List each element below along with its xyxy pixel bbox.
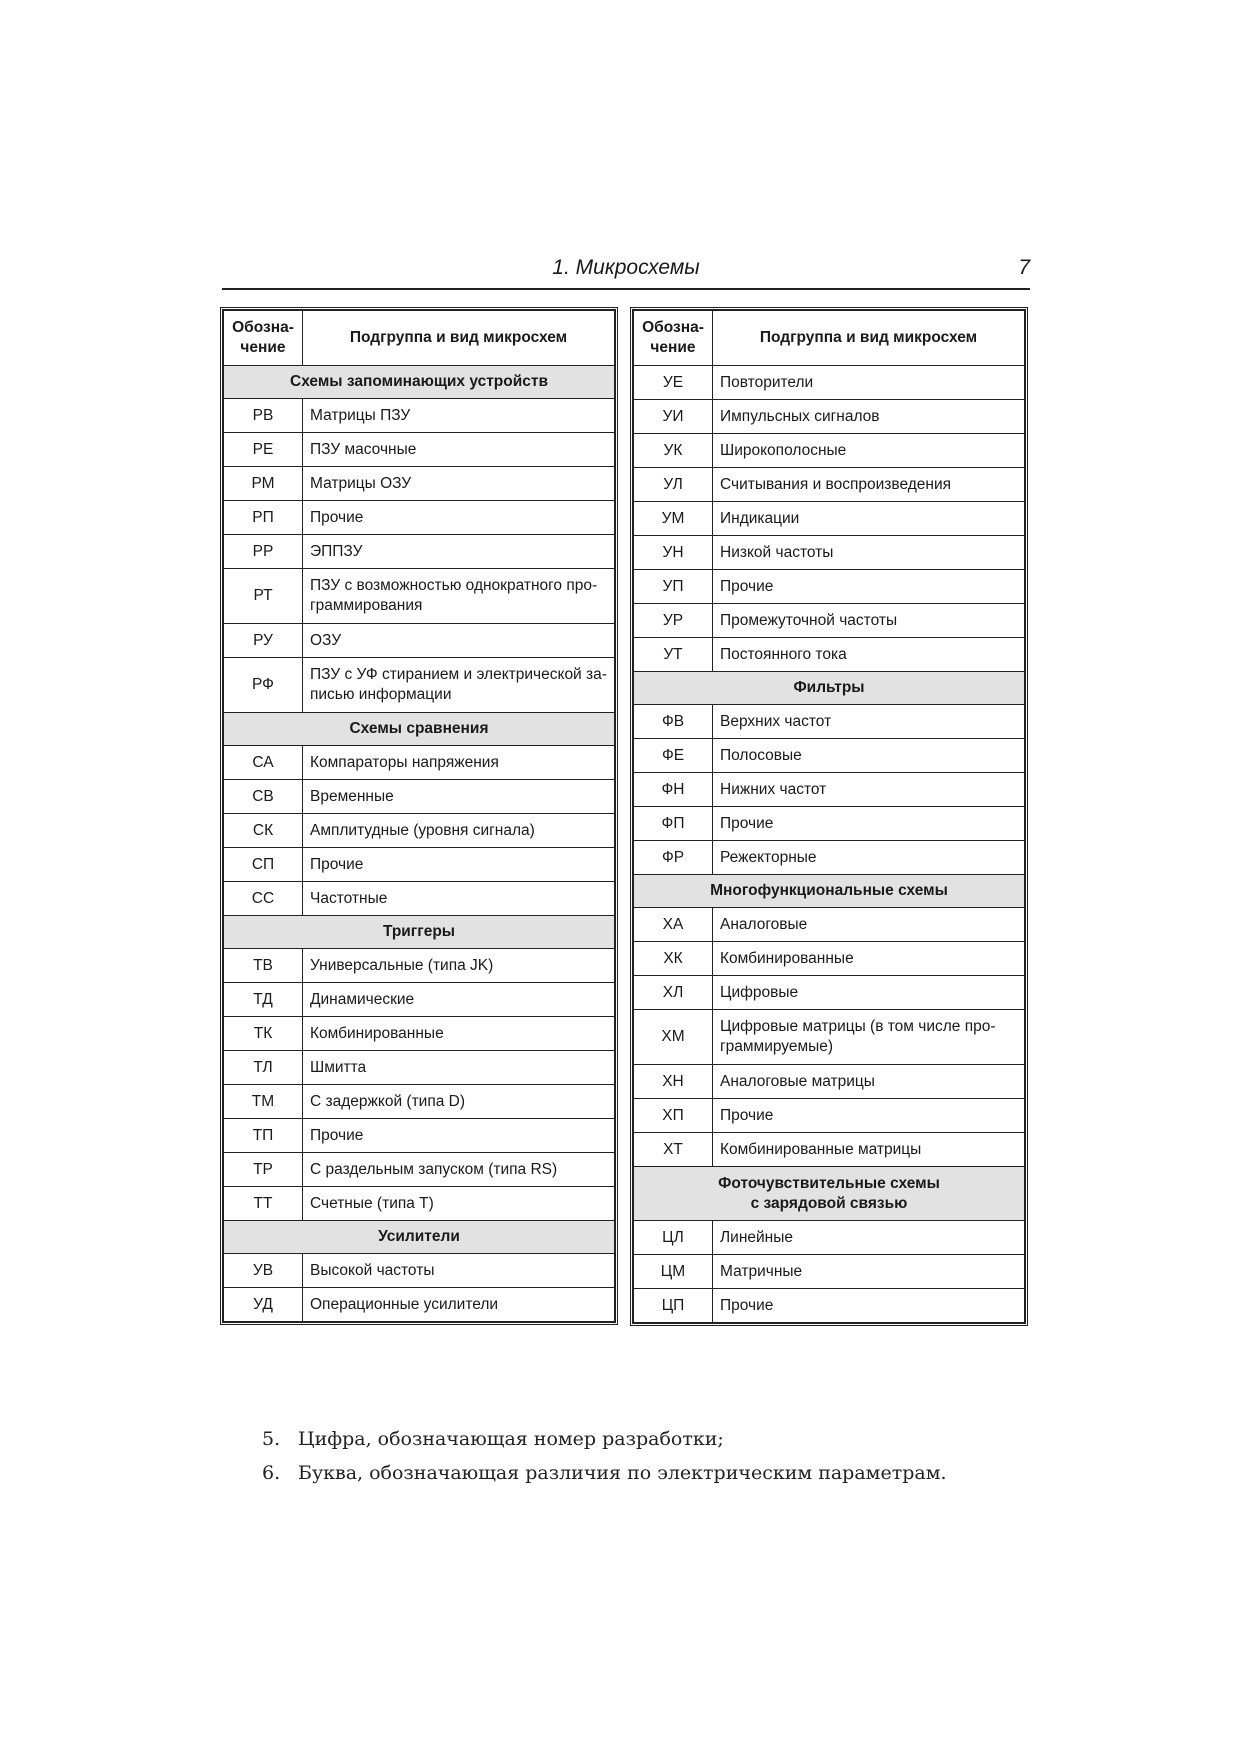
- table-row: [634, 1255, 1025, 1289]
- code-cell: УЕ: [634, 366, 713, 400]
- description-cell: С задержкой (типа D): [303, 1085, 615, 1119]
- description-cell: С раздельным запуском (типа RS): [303, 1153, 615, 1187]
- table-row: [634, 638, 1025, 672]
- section-row: [634, 672, 1025, 705]
- description-cell: Матрицы ПЗУ: [303, 399, 615, 433]
- table-row: [224, 746, 615, 780]
- table-row: [634, 1221, 1025, 1255]
- code-cell: УМ: [634, 502, 713, 536]
- description-cell: Широкополосные: [713, 434, 1025, 468]
- section-title: Усилители: [224, 1221, 615, 1254]
- section-row: [224, 366, 615, 399]
- description-cell: Прочие: [303, 501, 615, 535]
- code-cell: ТК: [224, 1017, 303, 1051]
- table-row: [634, 468, 1025, 502]
- numbered-list: [262, 1428, 947, 1496]
- code-cell: СК: [224, 814, 303, 848]
- section-title: Многофункциональные схемы: [634, 875, 1025, 908]
- table-row: [224, 569, 615, 624]
- table-row: [224, 501, 615, 535]
- column-header-code-text: Обозна- чение: [232, 319, 294, 356]
- description-cell: Режекторные: [713, 841, 1025, 875]
- description-cell: Считывания и воспроизведения: [713, 468, 1025, 502]
- code-cell: РП: [224, 501, 303, 535]
- table-row: [224, 949, 615, 983]
- table-row: [224, 848, 615, 882]
- left-table: [220, 307, 618, 1325]
- code-cell: ТЛ: [224, 1051, 303, 1085]
- description-cell: Цифровые: [713, 976, 1025, 1010]
- code-cell: ХК: [634, 942, 713, 976]
- table-row: [224, 535, 615, 569]
- description-cell: Импульсных сигналов: [713, 400, 1025, 434]
- code-cell: ХТ: [634, 1133, 713, 1167]
- description-cell: ПЗУ с возможностью однократного про- граммирования: [303, 569, 615, 624]
- code-cell: ХА: [634, 908, 713, 942]
- column-header-code: [224, 311, 303, 366]
- code-cell: УВ: [224, 1254, 303, 1288]
- section-row: [224, 916, 615, 949]
- description-cell: Аналоговые матрицы: [713, 1065, 1025, 1099]
- code-cell: РУ: [224, 624, 303, 658]
- column-header-code: [634, 311, 713, 366]
- list-item: [262, 1462, 947, 1496]
- column-header-desc: Подгруппа и вид микросхем: [303, 311, 615, 366]
- column-header-code-text: Обозна- чение: [642, 319, 704, 356]
- list-item-number: 6.: [262, 1462, 281, 1484]
- table-row: [634, 773, 1025, 807]
- list-item-text: Цифра, обозначающая номер разработки;: [298, 1428, 724, 1450]
- table-row: [224, 1051, 615, 1085]
- table-row: [224, 624, 615, 658]
- table-row: [634, 1010, 1025, 1065]
- section-title: Схемы сравнения: [224, 713, 615, 746]
- table-row: [224, 780, 615, 814]
- code-cell: РЕ: [224, 433, 303, 467]
- description-cell: Компараторы напряжения: [303, 746, 615, 780]
- description-cell: Нижних частот: [713, 773, 1025, 807]
- code-cell: РФ: [224, 658, 303, 713]
- code-cell: РМ: [224, 467, 303, 501]
- description-cell: Низкой частоты: [713, 536, 1025, 570]
- code-cell: СС: [224, 882, 303, 916]
- code-cell: ХП: [634, 1099, 713, 1133]
- table-row: [634, 1065, 1025, 1099]
- description-cell: ОЗУ: [303, 624, 615, 658]
- section-title: Триггеры: [224, 916, 615, 949]
- description-cell: Частотные: [303, 882, 615, 916]
- description-cell: Комбинированные: [713, 942, 1025, 976]
- table-row: [634, 1099, 1025, 1133]
- table-row: [224, 1187, 615, 1221]
- table-row: [224, 882, 615, 916]
- list-item-text: Буква, обозначающая различия по электрическим параметрам.: [298, 1462, 947, 1484]
- description-cell: Комбинированные: [303, 1017, 615, 1051]
- code-cell: УД: [224, 1288, 303, 1322]
- description-cell: Прочие: [303, 1119, 615, 1153]
- code-cell: ФП: [634, 807, 713, 841]
- table-row: [224, 1017, 615, 1051]
- description-cell: Индикации: [713, 502, 1025, 536]
- description-cell: Прочие: [713, 807, 1025, 841]
- code-cell: УК: [634, 434, 713, 468]
- code-cell: СП: [224, 848, 303, 882]
- table-row: [634, 807, 1025, 841]
- description-cell: Полосовые: [713, 739, 1025, 773]
- table-row: [634, 739, 1025, 773]
- list-item: [262, 1428, 947, 1462]
- code-cell: ФВ: [634, 705, 713, 739]
- table-row: [634, 536, 1025, 570]
- table-row: [634, 976, 1025, 1010]
- code-cell: ТТ: [224, 1187, 303, 1221]
- table-row: [634, 366, 1025, 400]
- description-cell: Матрицы ОЗУ: [303, 467, 615, 501]
- description-cell: Матричные: [713, 1255, 1025, 1289]
- section-title: Фоточувствительные схемы с зарядовой связью: [634, 1167, 1025, 1221]
- code-cell: УН: [634, 536, 713, 570]
- section-title: Фильтры: [634, 672, 1025, 705]
- section-row: [634, 1167, 1025, 1221]
- code-cell: ХМ: [634, 1010, 713, 1065]
- code-cell: ТП: [224, 1119, 303, 1153]
- description-cell: Прочие: [303, 848, 615, 882]
- chapter-title: 1. Микросхемы: [552, 256, 700, 279]
- code-cell: ХН: [634, 1065, 713, 1099]
- right-table: [630, 307, 1028, 1326]
- section-row: [224, 713, 615, 746]
- table-row: [634, 908, 1025, 942]
- code-cell: УЛ: [634, 468, 713, 502]
- description-cell: ПЗУ с УФ стиранием и электрической за- писью информации: [303, 658, 615, 713]
- description-cell: Верхних частот: [713, 705, 1025, 739]
- code-cell: УТ: [634, 638, 713, 672]
- page-header: [222, 250, 1030, 290]
- table-row: [634, 841, 1025, 875]
- table-row: [224, 658, 615, 713]
- code-cell: ЦП: [634, 1289, 713, 1323]
- code-cell: УП: [634, 570, 713, 604]
- description-cell: Универсальные (типа JK): [303, 949, 615, 983]
- table-row: [224, 1254, 615, 1288]
- description-cell: Прочие: [713, 570, 1025, 604]
- description-cell: Шмитта: [303, 1051, 615, 1085]
- table-row: [634, 705, 1025, 739]
- code-cell: ФН: [634, 773, 713, 807]
- description-cell: Прочие: [713, 1289, 1025, 1323]
- description-cell: ПЗУ масочные: [303, 433, 615, 467]
- code-cell: ТВ: [224, 949, 303, 983]
- page-number: 7: [1018, 256, 1030, 279]
- description-cell: Линейные: [713, 1221, 1025, 1255]
- code-cell: ТМ: [224, 1085, 303, 1119]
- description-cell: Динамические: [303, 983, 615, 1017]
- list-item-number: 5.: [262, 1428, 281, 1450]
- code-cell: СВ: [224, 780, 303, 814]
- table-row: [634, 604, 1025, 638]
- table-row: [224, 1119, 615, 1153]
- description-cell: Операционные усилители: [303, 1288, 615, 1322]
- code-cell: ФР: [634, 841, 713, 875]
- code-cell: ФЕ: [634, 739, 713, 773]
- code-cell: ТР: [224, 1153, 303, 1187]
- description-cell: Высокой частоты: [303, 1254, 615, 1288]
- column-header-desc: Подгруппа и вид микросхем: [713, 311, 1025, 366]
- code-cell: СА: [224, 746, 303, 780]
- description-cell: Цифровые матрицы (в том числе про- граммируемые): [713, 1010, 1025, 1065]
- code-cell: РР: [224, 535, 303, 569]
- table-row: [634, 1133, 1025, 1167]
- table-row: [224, 1288, 615, 1322]
- description-cell: Комбинированные матрицы: [713, 1133, 1025, 1167]
- description-cell: Повторители: [713, 366, 1025, 400]
- code-cell: УР: [634, 604, 713, 638]
- description-cell: ЭППЗУ: [303, 535, 615, 569]
- code-cell: УИ: [634, 400, 713, 434]
- table-row: [634, 942, 1025, 976]
- table-row: [224, 814, 615, 848]
- table-row: [224, 433, 615, 467]
- description-cell: Счетные (типа Т): [303, 1187, 615, 1221]
- table-row: [224, 1085, 615, 1119]
- description-cell: Прочие: [713, 1099, 1025, 1133]
- table-row: [634, 570, 1025, 604]
- code-cell: ЦЛ: [634, 1221, 713, 1255]
- table-row: [224, 467, 615, 501]
- description-cell: Промежуточной частоты: [713, 604, 1025, 638]
- table-row: [224, 399, 615, 433]
- code-cell: РВ: [224, 399, 303, 433]
- code-cell: ЦМ: [634, 1255, 713, 1289]
- table-row: [224, 1153, 615, 1187]
- table-row: [634, 400, 1025, 434]
- table-row: [634, 502, 1025, 536]
- table-row: [224, 983, 615, 1017]
- section-row: [634, 875, 1025, 908]
- table-row: [634, 434, 1025, 468]
- code-cell: ТД: [224, 983, 303, 1017]
- description-cell: Аналоговые: [713, 908, 1025, 942]
- description-cell: Временные: [303, 780, 615, 814]
- description-cell: Амплитудные (уровня сигнала): [303, 814, 615, 848]
- section-title: Схемы запоминающих устройств: [224, 366, 615, 399]
- code-cell: РТ: [224, 569, 303, 624]
- table-row: [634, 1289, 1025, 1323]
- code-cell: ХЛ: [634, 976, 713, 1010]
- section-row: [224, 1221, 615, 1254]
- description-cell: Постоянного тока: [713, 638, 1025, 672]
